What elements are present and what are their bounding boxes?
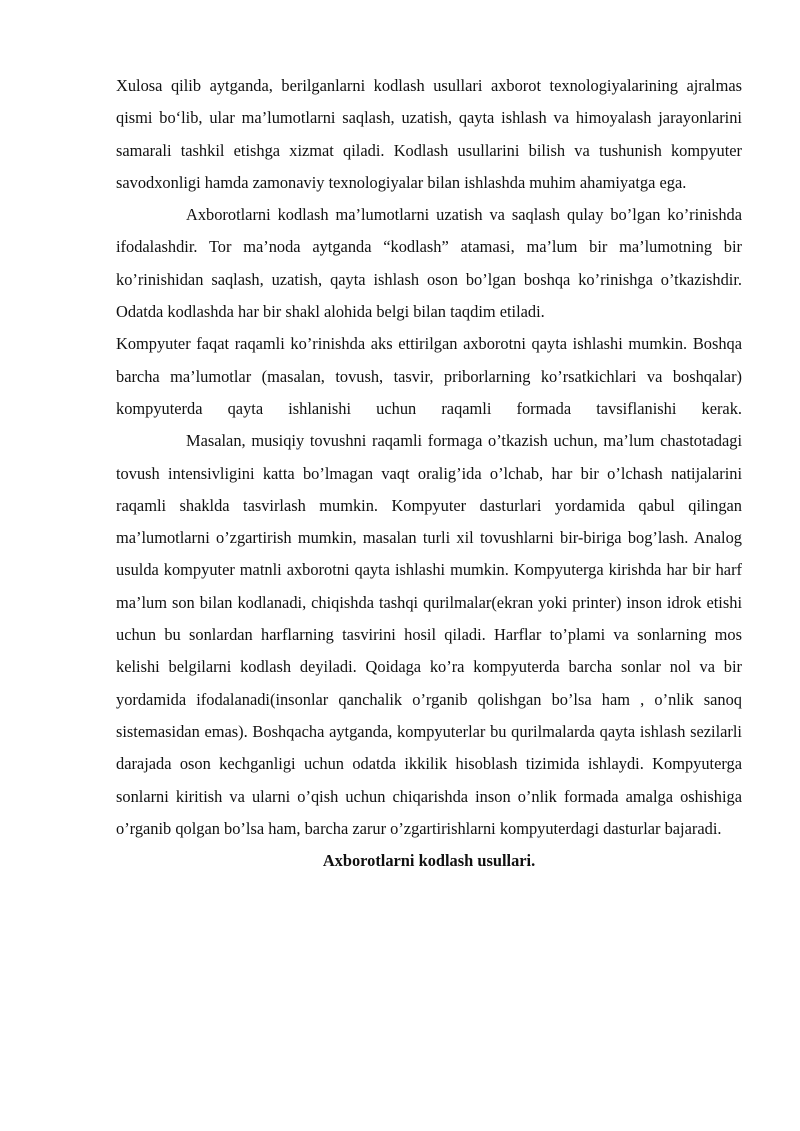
paragraph-conclusion: Xulosa qilib aytganda, berilganlarni kodlash usullari axborot texnologiyalarining ajralmas qismi bo‘lib, ular ma’lumotlarni saqlash, uzatish, qayta ishlash va himoyalash jarayonlarini samarali tashkil etishga xizmat qiladi. Kodlash usullarini bilish va tushunish kompyuter savodxonligi hamda zamonaviy texnologiyalar bilan ishlashda muhim ahamiyatga ega.: [116, 76, 742, 192]
document-page: [116, 70, 742, 877]
section-heading: Axborotlarni kodlash usullari.: [322, 851, 536, 871]
paragraph-encoding-definition: Axborotlarni kodlash ma’lumotlarni uzatish va saqlash qulay bo’lgan ko’rinishda ifodalashdir. Tor ma’noda aytganda “kodlash” atamasi, ma’lum bir ma’lumotning bir ko’rinishidan saqlash, uzatish, qayta ishlash oson bo’lgan boshqa ko’rinishga o’tkazishdir. Odatda kodlashda har bir shakl alohida belgi bilan taqdim etiladi.: [116, 205, 742, 322]
paragraph-digital-form: Kompyuter faqat raqamli ko’rinishda aks ettirilgan axborotni qayta ishlashi mumkin. Boshqa barcha ma’lumotlar (masalan, tovush, tasvir, priborlarning ko’rsatkichlari va boshqalar) kompyuterda qayta ishlanishi uchun raqamli formada tavsiflanishi kerak.: [116, 334, 742, 418]
paragraph-example-sound: Masalan, musiqiy tovushni raqamli formaga o’tkazish uchun, ma’lum chastotadagi tovush intensivligini katta bo’lmagan vaqt oralig’ida o’lchab, har bir o’lchash natijalarini raqamli shaklda tasvirlash mumkin. Kompyuter dasturlari yordamida qabul qilingan ma’lumotlarni o’zgartirish mumkin, masalan turli xil tovushlarni bir-biriga bog’lash. Analog usulda kompyuter matnli axborotni qayta ishlashi mumkin. Kompyuterga kirishda har bir harf ma’lum son bilan kodlanadi, chiqishda tashqi qurilmalar(ekran yoki printer) inson idrok etishi uchun bu sonlardan harflarning tasvirini hosil qiladi. Harflar to’plami va sonlarning mos kelishi belgilarni kodlash deyiladi. Qoidaga ko’ra kompyuterda barcha sonlar nol va bir yordamida ifodalanadi(insonlar qanchalik o’rganib qolishgan bo’lsa ham , o’nlik sanoq sistemasidan emas). Boshqacha aytganda, kompyuterlar bu qurilmalarda qayta ishlash sezilarli darajada oson kechganligi uchun odatda ikkilik hisoblash tizimida ishlaydi. Kompyuterga sonlarni kiritish va ularni o’qish uchun chiqarishda inson o’nlik formada amalga oshishiga o’rganib qolgan bo’lsa ham, barcha zarur o’zgartirishlarni kompyuterdagi dasturlar bajaradi.: [116, 431, 742, 838]
